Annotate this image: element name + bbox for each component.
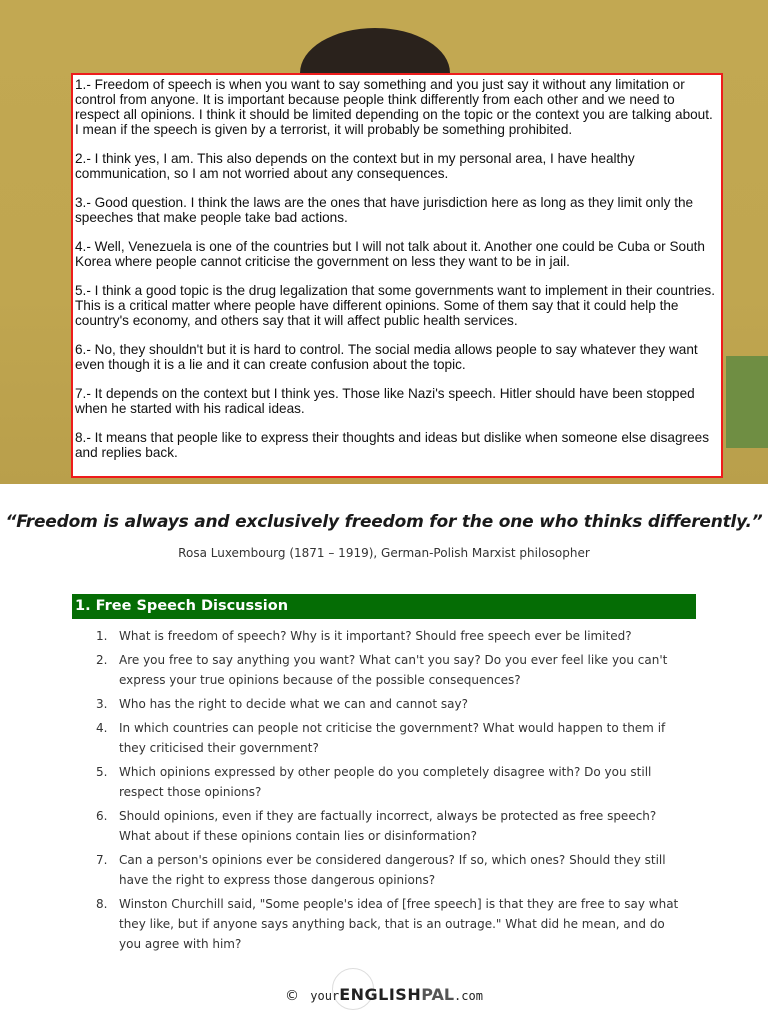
answers-box (71, 73, 723, 478)
question-text: Are you free to say anything you want? What can't you say? Do you ever feel like you can't express your true opinions because of the possible consequences? (119, 653, 668, 687)
question-item (90, 762, 690, 802)
question-item (90, 806, 690, 846)
copyright-symbol: © (285, 988, 300, 1004)
quote-text: “Freedom is always and exclusively freedom for the one who thinks differently.” (5, 512, 763, 532)
question-item (90, 650, 690, 690)
question-text: What is freedom of speech? Why is it important? Should free speech ever be limited? (119, 629, 632, 643)
brand-your: your (310, 989, 340, 1003)
section-title: 1. Free Speech Discussion (72, 594, 696, 619)
answer-3: 3.- Good question. I think the laws are the ones that have jurisdiction here as long as they limit only the speeches that make people take bad actions. (75, 195, 694, 225)
question-number: 6. (96, 809, 108, 823)
question-item (90, 694, 690, 714)
quote-attribution: Rosa Luxembourg (1871 – 1919), German-Polish Marxist philosopher (178, 546, 590, 560)
footer-brand (0, 985, 768, 1004)
question-number: 3. (96, 697, 108, 711)
question-text: Should opinions, even if they are factually incorrect, always be protected as free speech? What about if these opinions contain lies or disinformation? (119, 809, 657, 843)
brand-english: ENGLISH (339, 985, 422, 1004)
brand-domain: .com (454, 989, 483, 1003)
brand-pal: PAL (421, 985, 455, 1004)
question-number: 5. (96, 765, 108, 779)
question-number: 8. (96, 897, 108, 911)
question-number: 1. (96, 629, 108, 643)
question-item (90, 718, 690, 758)
question-item (90, 626, 690, 646)
question-item (90, 894, 690, 954)
question-number: 2. (96, 653, 108, 667)
header-photo (0, 0, 768, 484)
question-text: In which countries can people not criticise the government? What would happen to them if they criticised their government? (119, 721, 666, 755)
question-item (90, 850, 690, 890)
background-green-strip (726, 356, 768, 448)
question-number: 4. (96, 721, 108, 735)
answer-1: 1.- Freedom of speech is when you want to say something and you just say it without any limitation or control from anyone. It is important because people think differently from each other and we need to respect all opinions. I think it should be limited depending on the topic or the context you are talking about. I mean if the speech is given by a terrorist, it will probably be something prohibited. (75, 77, 713, 137)
questions-list (90, 626, 690, 958)
question-text: Which opinions expressed by other people do you completely disagree with? Do you still respect those opinions? (119, 765, 652, 799)
question-text: Can a person's opinions ever be considered dangerous? If so, which ones? Should they still have the right to express those dangerous opinions? (119, 853, 666, 887)
question-number: 7. (96, 853, 108, 867)
answer-5: 5.- I think a good topic is the drug legalization that some governments want to implement in their countries. This is a critical matter where people have different opinions. Some of them say that it could help the country's economy, and others say that it will affect public health services. (75, 283, 716, 328)
question-text: Winston Churchill said, "Some people's idea of [free speech] is that they are free to say what they like, but if anyone says anything back, that is an outrage." What did he mean, and do you agree with him? (119, 897, 679, 951)
question-text: Who has the right to decide what we can and cannot say? (119, 697, 468, 711)
answer-8: 8.- It means that people like to express their thoughts and ideas but dislike when someone else disagrees and replies back. (75, 430, 709, 460)
answer-4: 4.- Well, Venezuela is one of the countries but I will not talk about it. Another one could be Cuba or South Korea where people cannot criticise the government on less they want to be in jail. (75, 239, 705, 269)
answer-6: 6.- No, they shouldn't but it is hard to control. The social media allows people to say whatever they want even though it is a lie and it can create confusion about the topic. (75, 342, 698, 372)
answer-2: 2.- I think yes, I am. This also depends on the context but in my personal area, I have healthy communication, so I am not worried about any consequences. (75, 151, 635, 181)
answer-7: 7.- It depends on the context but I think yes. Those like Nazi's speech. Hitler should have been stopped when he started with his radical ideas. (75, 386, 695, 416)
